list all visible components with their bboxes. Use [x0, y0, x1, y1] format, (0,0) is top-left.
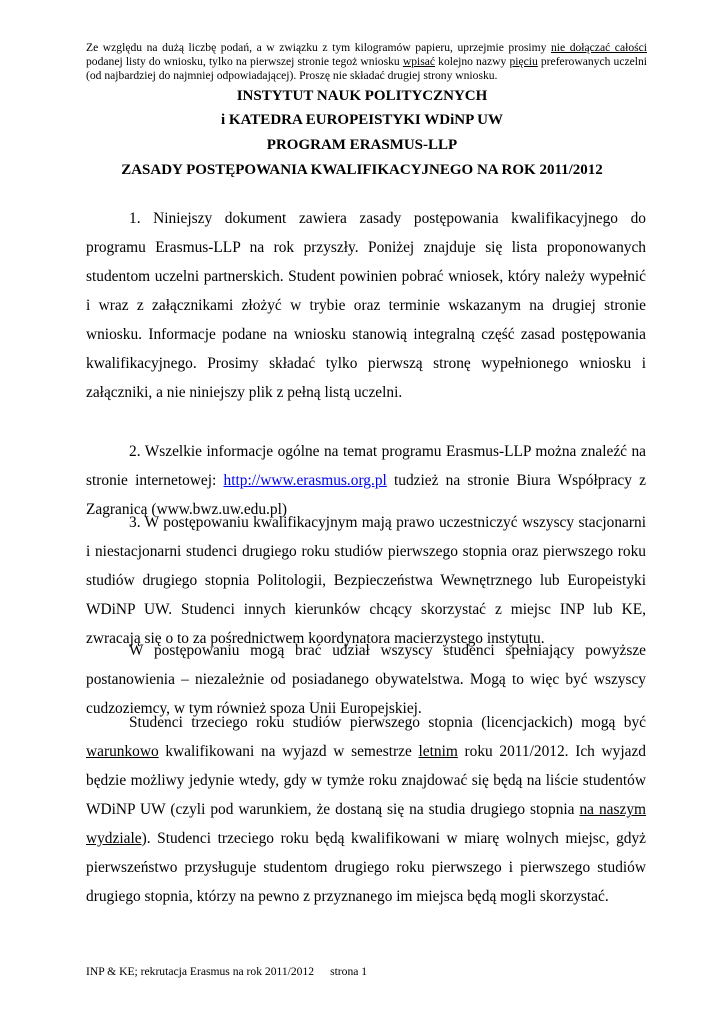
note-underlined: pięciu	[509, 55, 538, 68]
title-institute: INSTYTUT NAUK POLITYCZNYCH	[236, 88, 488, 104]
title-program: PROGRAM ERASMUS-LLP	[266, 137, 458, 153]
note-underlined: wpisać	[402, 55, 436, 68]
underlined-text: na naszym wydziale	[86, 801, 646, 847]
paragraph-4: W postępowaniu mogą brać udział wszyscy studenci spełniający powyższe postanowienia – niezależnie od posiadanego obywatelstwa. Mogą to więc być wszyscy cudzoziemcy, w tym również spoza Unii Europejskiej.	[86, 642, 646, 717]
note-text: Ze względu na dużą liczbę podań, a w związku z tym kilogramów papieru, uprzejmie prosimy	[86, 41, 551, 54]
note-text: podanej listy do wniosku, tylko na pierwszej stronie tegoż wniosku	[86, 55, 403, 68]
erasmus-link[interactable]: http://www.erasmus.org.pl	[223, 472, 387, 489]
footer-text: INP & KE; rekrutacja Erasmus na rok 2011/2012	[86, 965, 315, 978]
paragraph-text: 2. Wszelkie informacje ogólne na temat programu Erasmus-LLP można znaleźć na stronie internetowej:	[86, 443, 646, 489]
page-number: strona 1	[330, 965, 368, 978]
paragraph-3: 3. W postępowaniu kwalifikacyjnym mają prawo uczestniczyć wszyscy stacjonarni i niestacjonarni studenci drugiego roku studiów pierwszego stopnia oraz pierwszego roku studiów drugiego stopnia Politologii, Bezpieczeństwa Wewnętrznego lub Europeistyki WDiNP UW. Studenci innych kierunków chcący skorzystać z miejsc INP lub KE, zwracają się o to za pośrednictwem koordynatora macierzystego instytutu.	[86, 514, 646, 647]
paragraph-1: 1. Niniejszy dokument zawiera zasady postępowania kwalifikacyjnego do programu Erasmus-LLP na rok przyszły. Poniżej znajduje się lista proponowanych studentom uczelni partnerskich. Student powinien pobrać wniosek, który należy wypełnić i wraz z załącznikami złożyć w trybie oraz terminie wskazanym na drugiej stronie wniosku. Informacje podane na wniosku stanowią integralną część zasad postępowania kwalifikacyjnego. Prosimy składać tylko pierwszą stronę wypełnionego wniosku i załączniki, a nie niniejszy plik z pełną listą uczelni.	[86, 210, 646, 401]
paragraph-text: roku 2011/2012. Ich wyjazd będzie możliwy jedynie wtedy, gdy w tymże roku znajdować się będą na liście studentów WDiNP UW (czyli pod warunkiem, że dostaną się na studia drugiego stopnia	[86, 743, 646, 818]
note-text: preferowanych uczelni (od najbardziej do najmniej odpowiadającej). Proszę nie składać drugiej strony wniosku.	[86, 55, 648, 82]
page-footer	[86, 965, 367, 978]
paragraph-5	[86, 708, 646, 911]
paragraph-text: Studenci trzeciego roku studiów pierwszego stopnia (licencjackich) mogą być	[129, 714, 646, 731]
title-rules: ZASADY POSTĘPOWANIA KWALIFIKACYJNEGO NA ROK 2011/2012	[121, 162, 603, 178]
note-underlined: nie dołączać całości	[550, 41, 647, 54]
underlined-text: warunkowo	[86, 743, 159, 760]
title-department: i KATEDRA EUROPEISTYKI WDiNP UW	[221, 112, 503, 128]
note-text: kolejno nazwy	[435, 55, 510, 68]
underlined-text: letnim	[418, 743, 458, 760]
paragraph-text: kwalifikowani na wyjazd w semestrze	[158, 743, 419, 760]
paragraph-text: ). Studenci trzeciego roku będą kwalifikowani w miarę wolnych miejsc, gdyż pierwszeństwo przysługuje studentom drugiego roku pierwszego i pierwszego studiów drugiego stopnia, którzy na pewno z przyznanego im miejsca będą mogli skorzystać.	[86, 830, 646, 905]
paragraph-text: tudzież na stronie Biura Współpracy z Zagranicą (www.bwz.uw.edu.pl)	[86, 472, 646, 518]
instruction-note	[86, 41, 647, 83]
